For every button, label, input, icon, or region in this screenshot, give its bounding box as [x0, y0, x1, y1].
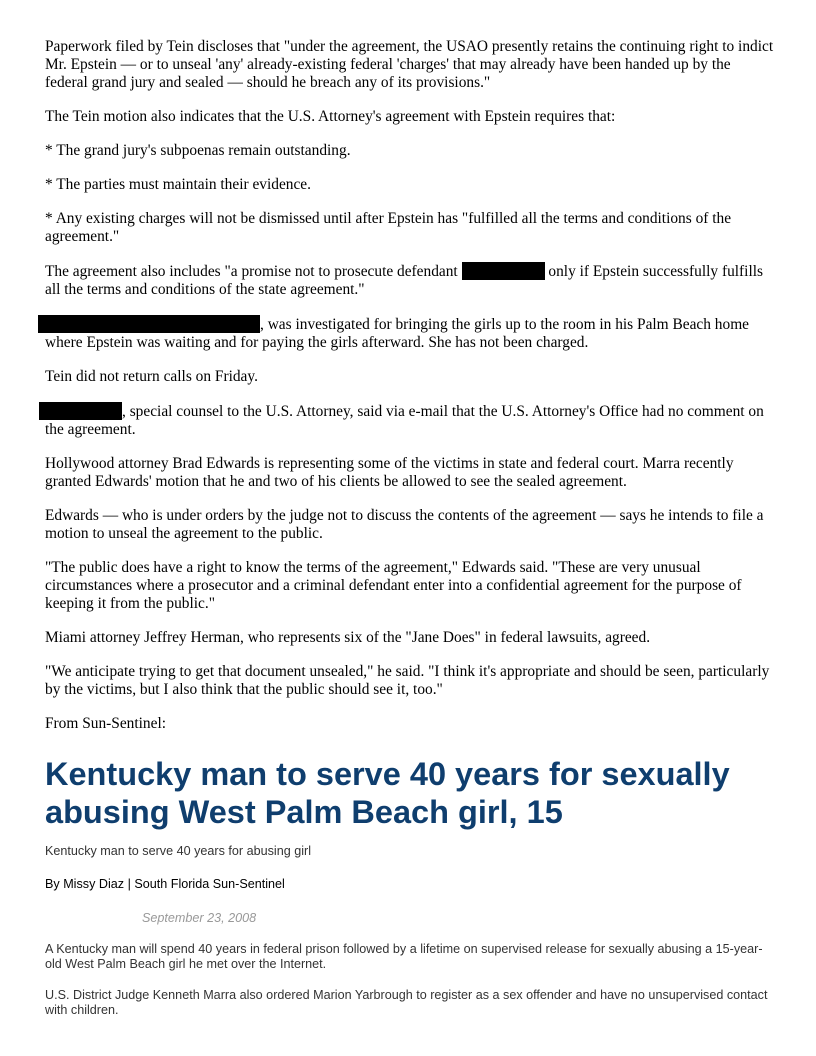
- paragraph: "The public does have a right to know the terms of the agreement," Edwards said. "These are very unusual circumstances where a prosecutor and a criminal defendant enter into a confidential agreement for the purpose of keeping it from the public.": [45, 559, 742, 612]
- article-subhead: Kentucky man to serve 40 years for abusing girl: [45, 844, 311, 858]
- redaction-block: [38, 315, 260, 333]
- document-page: [45, 38, 775, 1034]
- article-headline: Kentucky man to serve 40 years for sexually abusing West Palm Beach girl, 15: [45, 756, 730, 830]
- paragraph-text: only if Epstein successfully fulfills all the terms and conditions of the state agreement.": [45, 263, 763, 298]
- paragraph: Paperwork filed by Tein discloses that "under the agreement, the USAO presently retains the continuing right to indict Mr. Epstein — or to unseal 'any' already-existing federal 'charges' that may already have been handed up by the federal grand jury and sealed — should he breach any of its provisions.": [45, 38, 774, 91]
- paragraph-text: The agreement also includes "a promise not to prosecute defendant: [45, 263, 462, 280]
- paragraph: Hollywood attorney Brad Edwards is representing some of the victims in state and federal court. Marra recently granted Edwards' motion that he and two of his clients be allowed to see the sealed agreement.: [45, 455, 734, 490]
- paragraph: * The parties must maintain their evidence.: [45, 176, 311, 193]
- source-label: From Sun-Sentinel:: [45, 715, 166, 732]
- article-date: September 23, 2008: [142, 911, 257, 925]
- paragraph: * The grand jury's subpoenas remain outstanding.: [45, 142, 351, 159]
- paragraph: [45, 315, 775, 352]
- article-continuation: [45, 38, 775, 733]
- redaction-block: [39, 402, 122, 420]
- article-byline: By Missy Diaz | South Florida Sun-Sentinel: [45, 877, 285, 891]
- paragraph: * Any existing charges will not be dismissed until after Epstein has "fulfilled all the terms and conditions of the agreement.": [45, 210, 732, 245]
- paragraph: [45, 402, 775, 439]
- paragraph: U.S. District Judge Kenneth Marra also ordered Marion Yarbrough to register as a sex offender and have no unsupervised contact with children.: [45, 988, 768, 1017]
- paragraph: A Kentucky man will spend 40 years in federal prison followed by a lifetime on supervised release for sexually abusing a 15-year-old West Palm Beach girl he met over the Internet.: [45, 942, 763, 971]
- paragraph: Tein did not return calls on Friday.: [45, 368, 258, 385]
- paragraph-text: , special counsel to the U.S. Attorney, said via e-mail that the U.S. Attorney's Office had no comment on the agreement.: [45, 403, 764, 438]
- paragraph: The Tein motion also indicates that the U.S. Attorney's agreement with Epstein requires that:: [45, 108, 616, 125]
- paragraph: Edwards — who is under orders by the judge not to discuss the contents of the agreement — says he intends to file a motion to unseal the agreement to the public.: [45, 507, 764, 542]
- redaction-block: [462, 262, 545, 280]
- paragraph: "We anticipate trying to get that document unsealed," he said. "I think it's appropriate and should be seen, particularly by the victims, but I also think that the public should see it, too.": [45, 663, 770, 698]
- paragraph: Miami attorney Jeffrey Herman, who represents six of the "Jane Does" in federal lawsuits, agreed.: [45, 629, 651, 646]
- paragraph-text: , was investigated for bringing the girls up to the room in his Palm Beach home where Epstein was waiting and for paying the girls afterward. She has not been charged.: [45, 316, 749, 351]
- sun-sentinel-article: [45, 755, 775, 1018]
- paragraph: [45, 262, 775, 299]
